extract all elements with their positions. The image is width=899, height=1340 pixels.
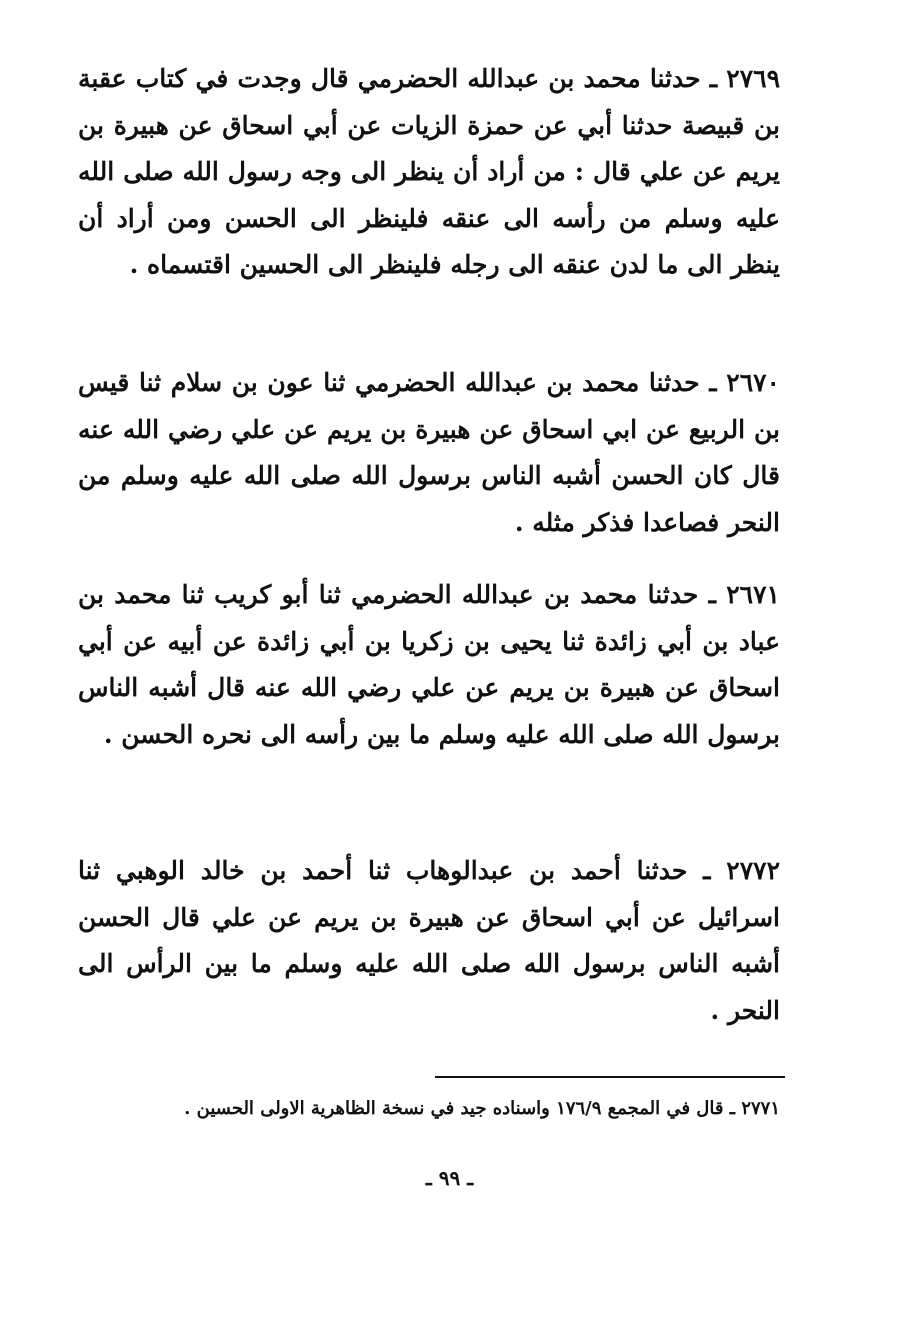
hadith-text: حدثنا محمد بن عبدالله الحضرمي قال وجدت في كتاب عقبة بن قبيصة حدثنا أبي عن حمزة الزيات عن أبي اسحاق عن هبيرة بن يريم عن علي قال : من أراد أن ينظر الى وجه رسول الله صلى الله عليه وسلم من رأسه الى عنقه فلينظر الى الحسن ومن أراد أن ينظر الى ما لدن عنقه الى رجله فلينظر الى الحسين اقتسماه . xyxy=(78,64,780,279)
hadith-dash: ـ xyxy=(703,856,711,885)
page-number: ـ ٩٩ ـ xyxy=(425,1166,474,1190)
hadith-number: ٢٧٧٢ xyxy=(726,856,780,885)
footnote xyxy=(78,1094,780,1124)
hadith-text: حدثنا أحمد بن عبدالوهاب ثنا أحمد بن خالد الوهبي ثنا اسرائيل عن أبي اسحاق عن هبيرة بن يريم عن علي قال الحسن أشبه الناس برسول الله صلى الله عليه وسلم ما بين الرأس الى النحر . xyxy=(78,856,780,1025)
hadith-text: حدثنا محمد بن عبدالله الحضرمي ثنا عون بن سلام ثنا قيس بن الربيع عن ابي اسحاق عن هبيرة بن يريم عن علي رضي الله عنه قال كان الحسن أشبه الناس برسول الله صلى الله عليه وسلم من النحر فصاعدا فذكر مثله . xyxy=(78,368,780,537)
hadith-dash: ـ xyxy=(709,64,718,93)
hadith-dash: ـ xyxy=(709,368,717,397)
footnote-number: ٢٧٧١ xyxy=(741,1098,780,1119)
hadith-paragraph xyxy=(78,360,780,546)
hadith-paragraph xyxy=(78,848,780,1034)
hadith-number: ٢٦٧٠ xyxy=(726,368,780,397)
footnote-text: قال في المجمع ١٧٦/٩ واسناده جيد في نسخة الظاهرية الاولى الحسين . xyxy=(184,1098,724,1119)
footnote-dash: ـ xyxy=(729,1098,736,1119)
hadith-dash: ـ xyxy=(708,580,716,609)
hadith-number: ٢٧٦٩ xyxy=(726,64,780,93)
hadith-paragraph xyxy=(78,572,780,758)
hadith-paragraph xyxy=(78,56,780,289)
hadith-text: حدثنا محمد بن عبدالله الحضرمي ثنا أبو كريب ثنا محمد بن عباد بن أبي زائدة ثنا يحيى بن زكريا بن أبي زائدة عن أبيه عن أبي اسحاق عن هبيرة بن يريم عن علي رضي الله عنه قال أشبه الناس برسول الله صلى الله عليه وسلم ما بين رأسه الى نحره الحسن . xyxy=(78,580,780,749)
footnote-separator xyxy=(435,1076,785,1078)
hadith-number: ٢٦٧١ xyxy=(726,580,780,609)
